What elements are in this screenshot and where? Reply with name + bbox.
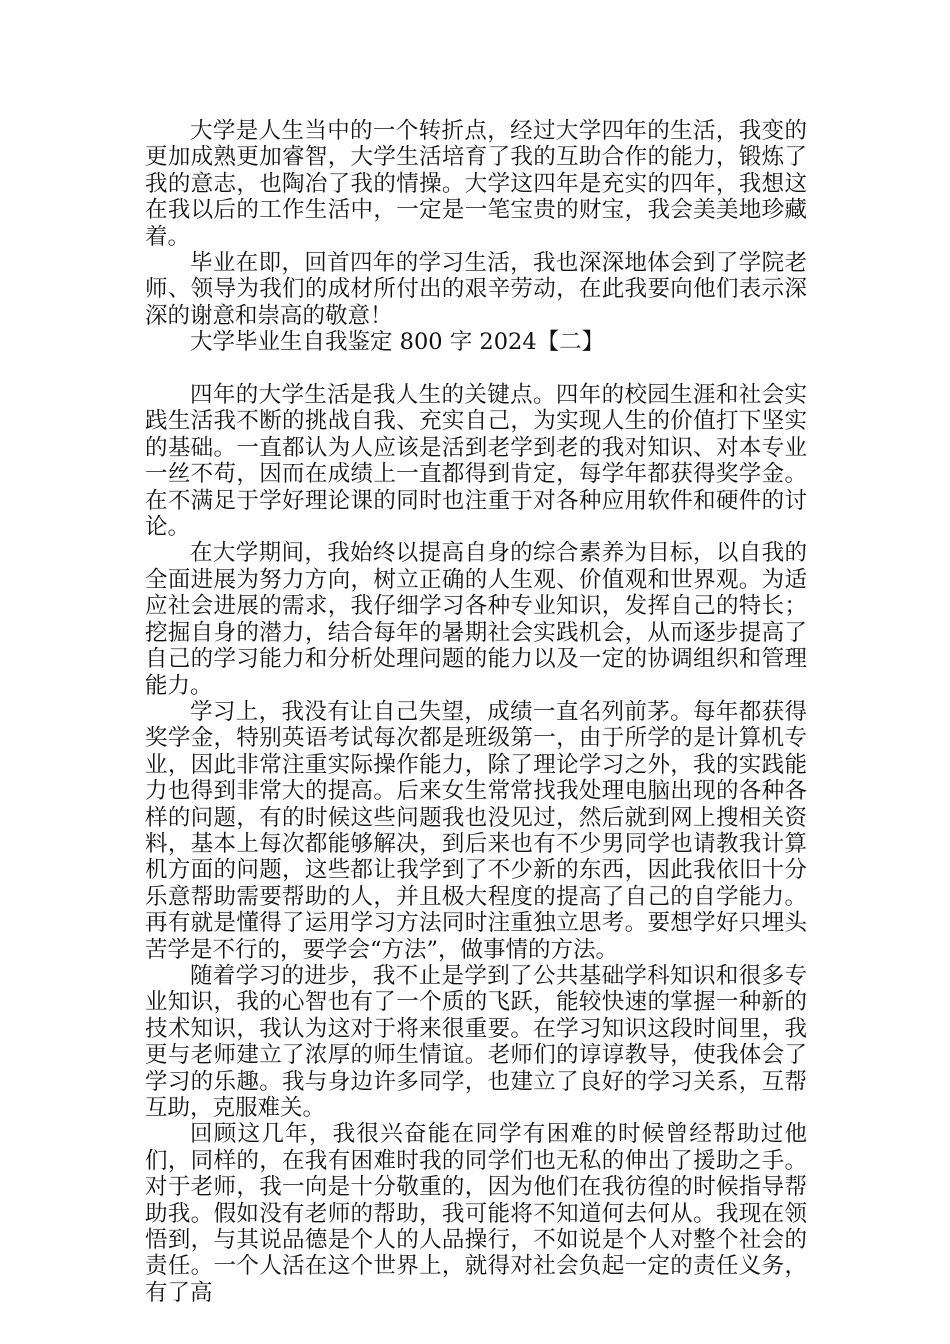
paragraph-learning-progress: 随着学习的进步，我不止是学到了公共基础学科知识和很多专业知识，我的心智也有了一个质的飞跃，能较快速的掌握一种新的技术知识，我认为这对于将来很重要。在学习知识这段时间里，我更与老师建立了浓厚的师生情谊。老师们的谆谆教导，使我体会了学习的乐趣。我与身边许多同学，也建立了良好的学习关系，互帮互助，克服难关。 <box>145 962 807 1122</box>
paragraph-comprehensive-quality: 在大学期间，我始终以提高自身的综合素养为目标，以自我的全面进展为努力方向，树立正确的人生观、价值观和世界观。为适应社会进展的需求，我仔细学习各种专业知识，发挥自己的特长；挖掘自身的潜力，结合每年的暑期社会实践机会，从而逐步提高了自己的学习能力和分析处理问题的能力以及一定的协调组织和管理能力。 <box>145 540 807 699</box>
paragraph-turning-point: 大学是人生当中的一个转折点，经过大学四年的生活，我变的更加成熟更加睿智，大学生活培育了我的互助合作的能力，锻炼了我的意志，也陶冶了我的情操。大学这四年是充实的四年，我想这在我以后的工作生活中，一定是一笔宝贵的财宝，我会美美地珍藏着。 <box>145 118 807 250</box>
document-page <box>145 118 807 1306</box>
paragraph-study-performance: 学习上，我没有让自己失望，成绩一直名列前茅。每年都获得奖学金，特别英语考试每次都是班级第一，由于所学的是计算机专业，因此非常注重实际操作能力，除了理论学习之外，我的实践能力也得到非常大的提高。后来女生常常找我处理电脑出现的各种各样的问题，有的时候这些问题我也没见过，然后就到网上搜相关资料，基本上每次都能够解决，到后来也有不少男同学也请教我计算机方面的问题，这些都让我学到了不少新的东西，因此我依旧十分乐意帮助需要帮助的人，并且极大程度的提高了自己的自学能力。再有就是懂得了运用学习方法同时注重独立思考。要想学好只埋头苦学是不行的，要学会“方法”，做事情的方法。 <box>145 698 807 963</box>
paragraph-looking-back: 回顾这几年，我很兴奋能在同学有困难的时候曾经帮助过他们，同样的，在我有困难时我的同学们也无私的伸出了援助之手。对于老师，我一向是十分敬重的，因为他们在我彷徨的时候指导帮助我。假如没有老师的帮助，我可能将不知道何去何从。我现在领悟到，与其说品德是个人的人品操行，不如说是个人对整个社会的责任。一个人活在这个世界上，就得对社会负起一定的责任义务，有了高 <box>145 1121 807 1306</box>
paragraph-four-years: 四年的大学生活是我人生的关键点。四年的校园生涯和社会实践生活我不断的挑战自我、充实自己，为实现人生的价值打下坚实的基础。一直都认为人应该是活到老学到老的我对知识、对本专业一丝不苟，因而在成绩上一直都得到肯定，每学年都获得奖学金。在不满足于学好理论课的同时也注重于对各种应用软件和硬件的讨论。 <box>145 382 807 541</box>
paragraph-graduation-thanks: 毕业在即，回首四年的学习生活，我也深深地体会到了学院老师、领导为我们的成材所付出的艰辛劳动，在此我要向他们表示深深的谢意和崇高的敬意！ <box>145 250 807 329</box>
blank-line <box>145 356 807 382</box>
section-heading: 大学毕业生自我鉴定 800 字 2024【二】 <box>190 329 605 356</box>
